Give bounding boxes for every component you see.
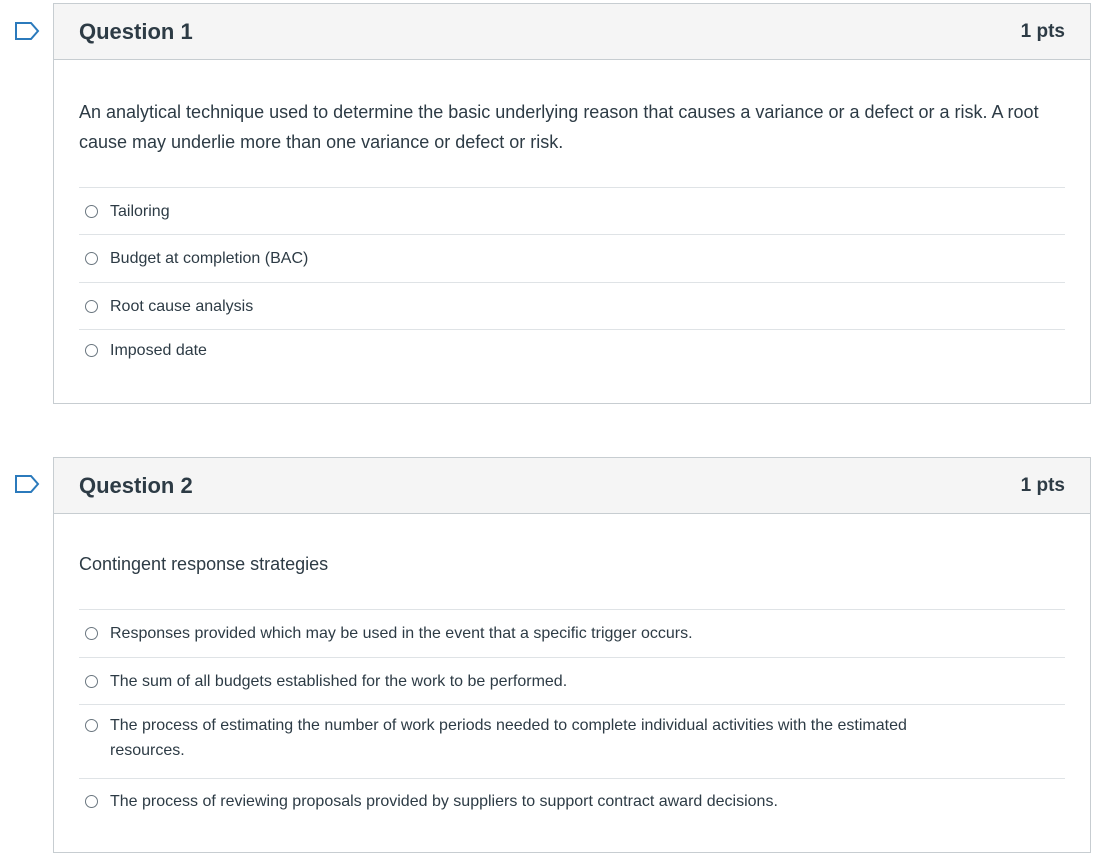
answer-label: Budget at completion (BAC): [110, 250, 309, 267]
answer-option[interactable]: [79, 610, 1065, 658]
radio-button-icon[interactable]: [85, 795, 98, 808]
question-header: [54, 4, 1090, 60]
flag-question-icon[interactable]: [14, 21, 41, 41]
answer-label: Imposed date: [110, 341, 207, 359]
radio-button-icon[interactable]: [85, 344, 98, 357]
question-text: Contingent response strategies: [79, 554, 329, 574]
answer-option[interactable]: [79, 779, 1065, 823]
answer-label: Responses provided which may be used in the event that a specific trigger occurs.: [110, 625, 693, 642]
question-body: [54, 514, 1090, 823]
question-card: [53, 3, 1091, 404]
question-title: Question 1: [79, 18, 193, 44]
question-points: 1 pts: [1020, 474, 1065, 496]
radio-button-icon[interactable]: [85, 300, 98, 313]
answer-label: Root cause analysis: [110, 297, 254, 315]
answer-option[interactable]: [79, 235, 1065, 283]
radio-button-icon[interactable]: [85, 719, 98, 732]
answer-label: Tailoring: [110, 202, 170, 220]
flag-question-icon[interactable]: [14, 474, 41, 494]
question-card: [53, 457, 1091, 853]
answer-list: [79, 609, 1065, 823]
question-body: [54, 60, 1090, 374]
question-points: 1 pts: [1020, 20, 1065, 42]
answer-option[interactable]: [79, 188, 1065, 235]
question-text: An analytical technique used to determine the basic underlying reason that causes a variance or a defect or a risk. A root cause may underlie more than one variance or defect or risk.: [79, 102, 1039, 152]
answer-option[interactable]: [79, 705, 1065, 779]
radio-button-icon[interactable]: [85, 205, 98, 218]
radio-button-icon[interactable]: [85, 627, 98, 640]
answer-option[interactable]: [79, 283, 1065, 330]
radio-button-icon[interactable]: [85, 252, 98, 265]
answer-label: The sum of all budgets established for the work to be performed.: [110, 672, 568, 690]
answer-option[interactable]: [79, 330, 1065, 374]
question-title: Question 2: [79, 472, 193, 498]
answer-label: The process of estimating the number of work periods needed to complete individual activities with the estimated resources.: [110, 717, 907, 759]
answer-list: [79, 187, 1065, 374]
answer-label: The process of reviewing proposals provided by suppliers to support contract award decisions.: [110, 792, 778, 810]
question-header: [54, 458, 1090, 514]
radio-button-icon[interactable]: [85, 675, 98, 688]
answer-option[interactable]: [79, 658, 1065, 705]
